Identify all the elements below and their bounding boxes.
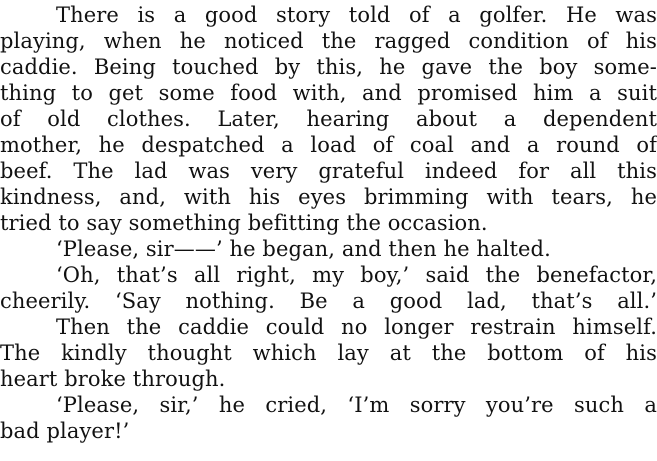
text-line: Then the caddie could no longer restrain himself. [56,315,657,339]
text-line: tried to say something befitting the occasion. [0,211,488,235]
text-line: mother, he despatched a load of coal and a round of [0,133,657,157]
text-line: cheerily. ‘Say nothing. Be a good lad, that’s all.’ [0,289,657,313]
text-line: ‘Oh, that’s all right, my boy,’ said the benefactor, [56,263,657,287]
text-line: heart broke through. [0,367,226,391]
text-line: thing to get some food with, and promised him a suit [0,81,657,105]
text-line: caddie. Being touched by this, he gave the boy some- [0,55,657,79]
text-line: kindness, and, with his eyes brimming with tears, he [0,185,657,209]
text-line: There is a good story told of a golfer. He was [56,3,657,27]
text-line: playing, when he noticed the ragged condition of his [0,29,657,53]
text-line: ‘Please, sir——’ he began, and then he halted. [56,237,551,261]
text-line: The kindly thought which lay at the bottom of his [0,341,657,365]
text-line: bad player!’ [0,419,130,443]
text-line: ‘Please, sir,’ he cried, ‘I’m sorry you’re such a [56,393,657,417]
text-line: of old clothes. Later, hearing about a dependent [0,107,657,131]
text-line: beef. The lad was very grateful indeed for all this [0,159,657,183]
